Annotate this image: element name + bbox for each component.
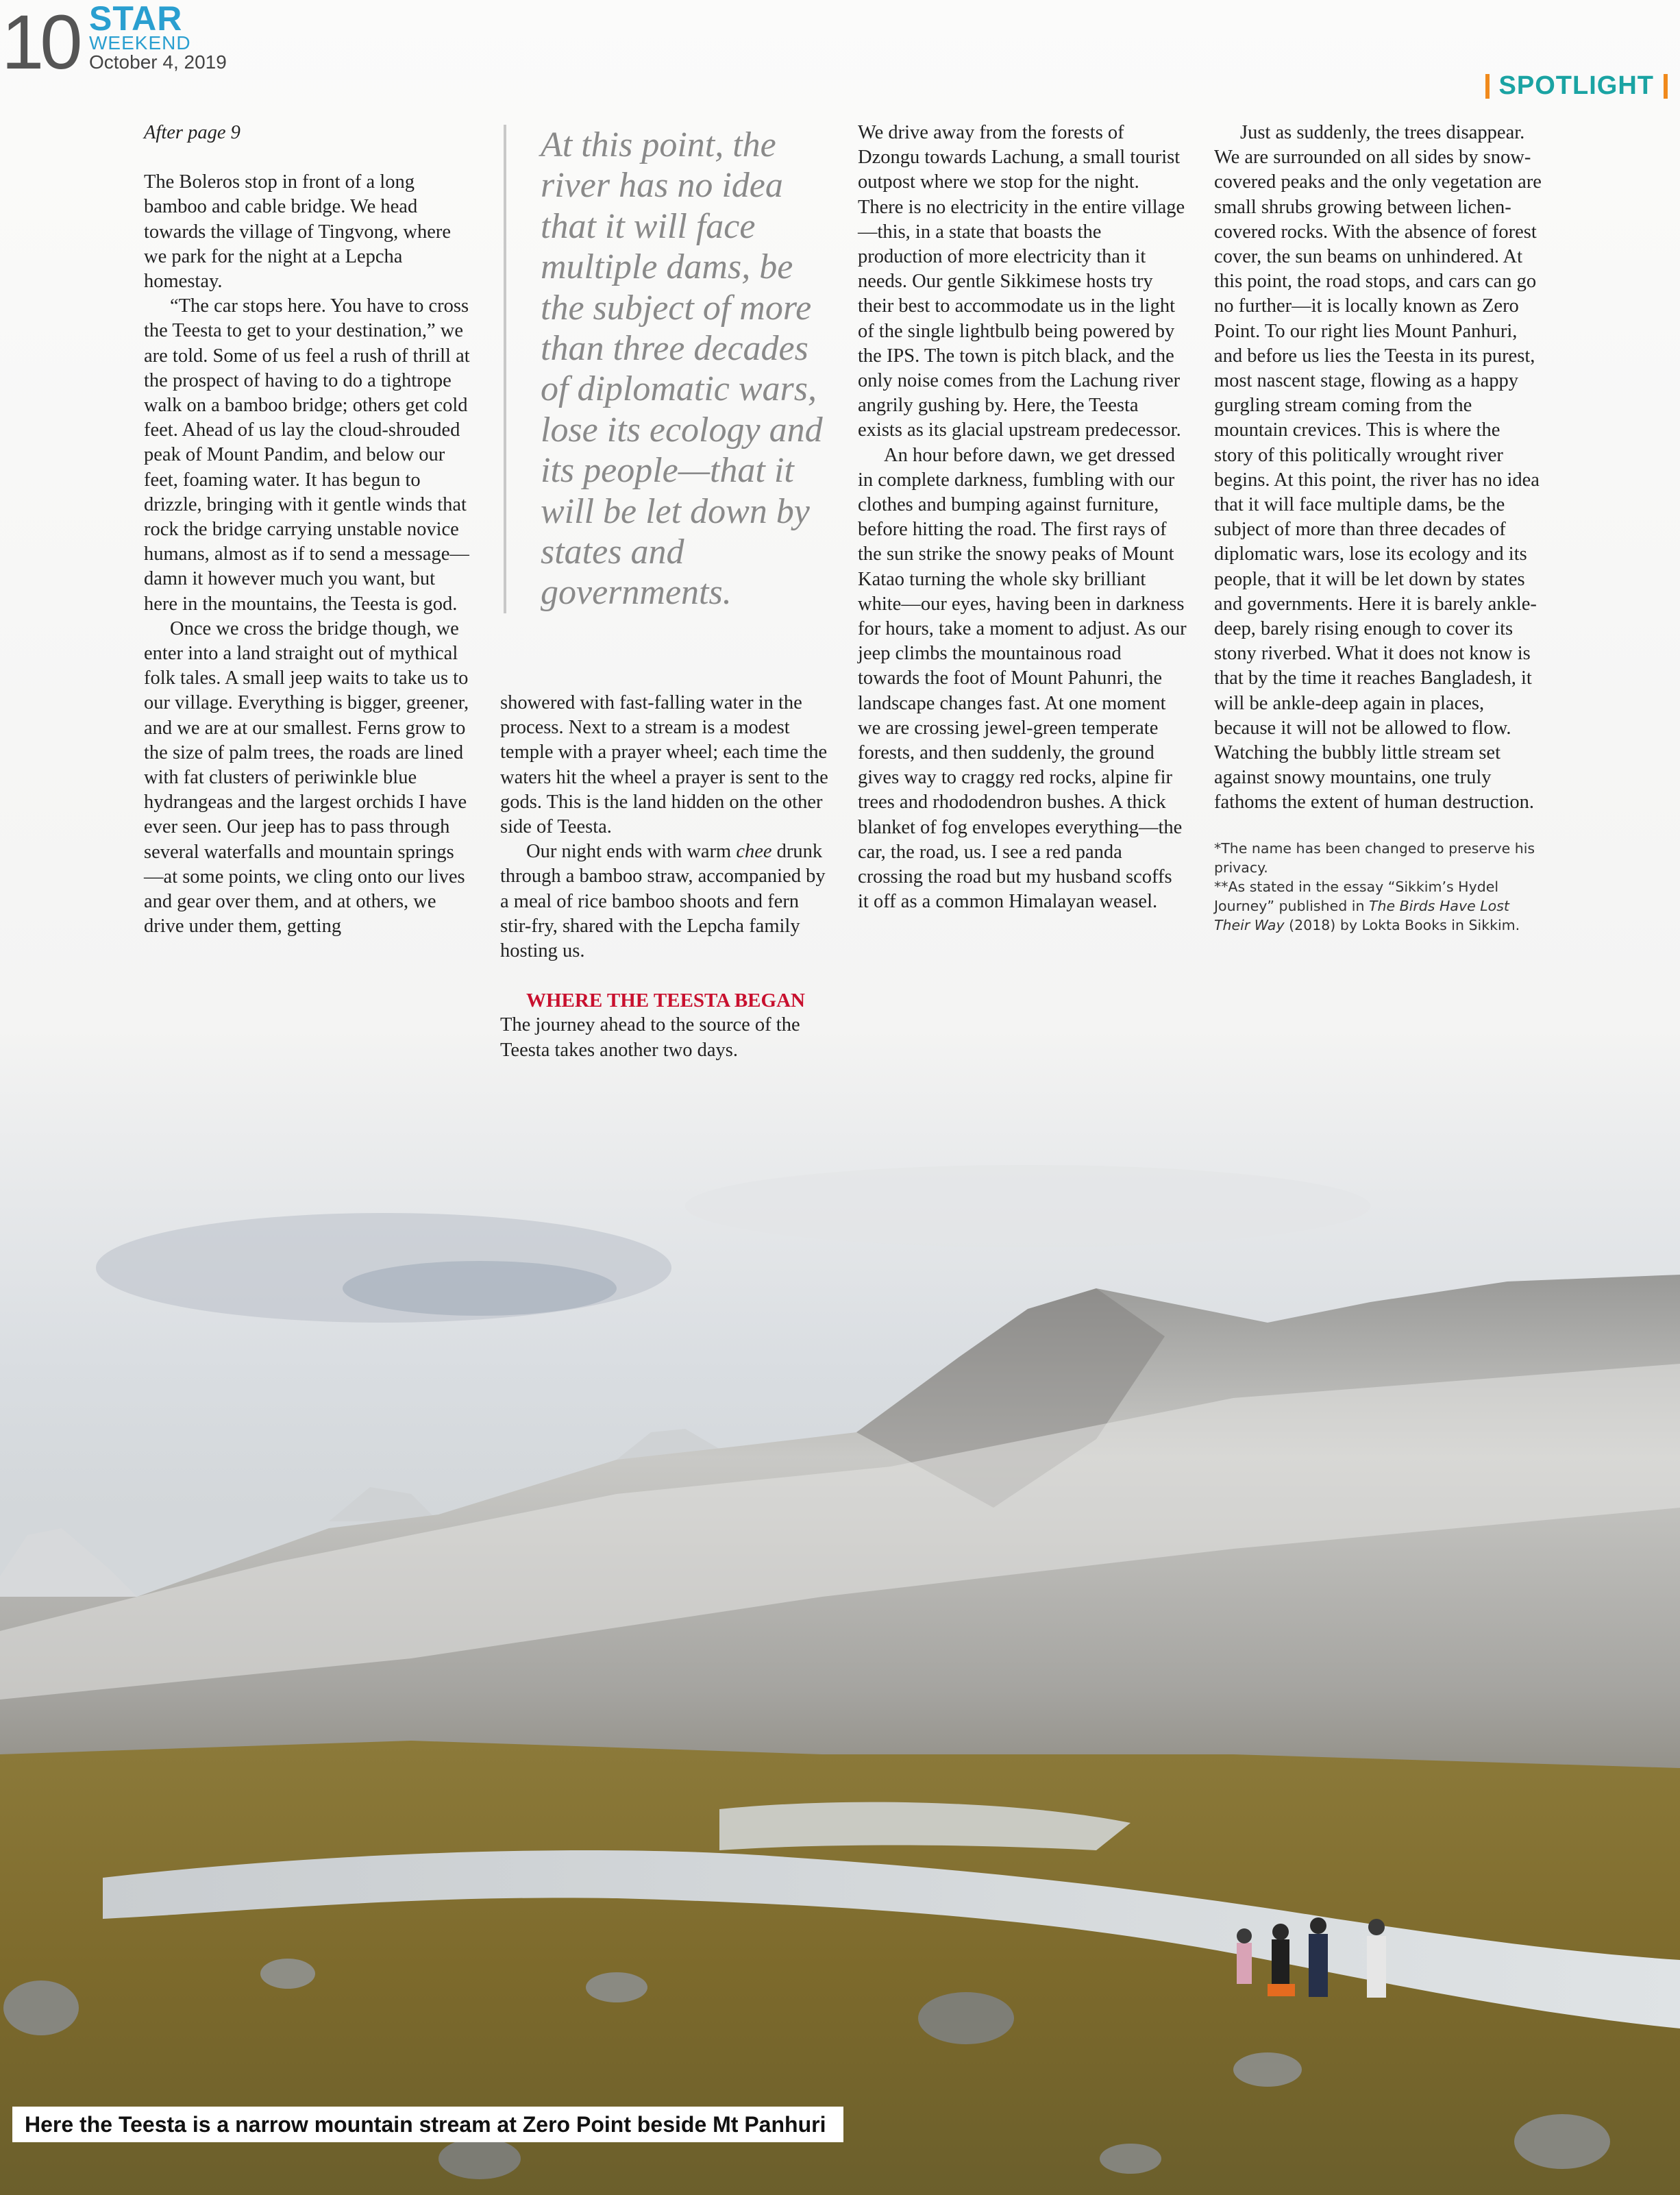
paragraph: The Boleros stop in front of a long bamboo and cable bridge. We head towards the village of Tingvong, where we park for the night at a Lepcha homestay. (144, 171, 452, 293)
page-number: 10 (1, 0, 79, 85)
pull-quote: At this point, the river has no idea that it will face multiple dams, be the subject of more than three decades of diplomatic wars, lose its ecology and its people—that it will be let down by states and governments. (504, 125, 826, 613)
article-column-2 (500, 691, 829, 1063)
paragraph: “The car stops here. You have to cross the Teesta to get to your destination,” we are told. Some of us feel a rush of thrill at the prospect of having to do a tightrope walk on a bamboo bridge; others get cold feet. Ahead of us lay the cloud-shrouded peak of Mount Pandim, and below our feet, foaming water. It has begun to drizzle, bringing with it gentle winds that rock the bridge carrying unstable novice humans, almost as if to send a message—damn it however much you want, but here in the mountains, the Teesta is god. (144, 295, 470, 615)
footnote: *The name has been changed to preserve his privacy. (1214, 839, 1535, 876)
section-bar-right (1664, 74, 1668, 99)
cloud (685, 1165, 1370, 1247)
rock (586, 1972, 647, 2002)
paragraph: We drive away from the forests of Dzongu towards Lachung, a small tourist outpost where we stop for the night. There is no electricity in the entire village—this, in a state that boasts the production of more electricity than it needs. Our gentle Sikkimese hosts try their best to accommodate us in the light of the single lightbulb being powered by the IPS. The town is pitch black, and the only noise comes from the Lachung river angrily gushing by. Here, the Teesta exists as its glacial upstream predecessor. (858, 122, 1185, 441)
section-label (1485, 71, 1668, 101)
issue-date: October 4, 2019 (89, 51, 227, 73)
paragraph: Once we cross the bridge though, we enter into a land straight out of mythical folk tales. A small jeep waits to take us to our village. Everything is bigger, greener, and we are at our smallest. Ferns grow to the size of palm trees, the roads are lined with fat clusters of periwinkle blue hydrangeas and the largest orchids I have ever seen. Our jeep has to pass through several waterfalls and mountain springs—at some points, we cling onto our lives and gear over them, and at others, we drive under them, getting (144, 617, 469, 937)
rock (3, 1981, 79, 2035)
subhead: WHERE THE TEESTA BEGAN (526, 990, 805, 1012)
rock (1233, 2052, 1302, 2087)
publication-name: STAR (89, 0, 183, 38)
distant-peak (329, 1487, 438, 1521)
rock (1514, 2114, 1610, 2169)
photo-caption: Here the Teesta is a narrow mountain stream at Zero Point beside Mt Panhuri (12, 2107, 843, 2142)
paragraph: Just as suddenly, the trees disappear. We are surrounded on all sides by snow-covered peaks and the only vegetation are small shrubs growing between lichen-covered rocks. With the absence of forest cover, the sun beams on unhindered. At this point, the road stops, and cars can go no further—it is locally known as Zero Point. To our right lies Mount Panhuri, and before us lies the Teesta in its purest, most nascent stage, flowing as a happy gurgling stream coming from the mountain crevices. This is where the story of this politically wrought river begins. At this point, the river has no idea that it will face multiple dams, be the subject of more than three decades of diplomatic wars, lose its ecology and its people, that it will be let down by states and governments. Here it is barely ankle-deep, barely rising enough to cover its stony riverbed. What it does not know is that by the time it reaches Bangladesh, it will be ankle-deep again in places, because it will not be allowed to flow. Watching the bubbly little stream set against snowy mountains, one truly fathoms the extent of human destruction. (1214, 122, 1542, 813)
rock (438, 2138, 521, 2179)
cloud (343, 1261, 617, 1316)
section-bar-left (1485, 74, 1490, 99)
publication-sub: WEEKEND (89, 32, 191, 53)
continued-from: After page 9 (144, 122, 240, 143)
footnotes (1214, 839, 1543, 935)
rock (260, 1959, 315, 1989)
masthead (89, 0, 227, 73)
paragraph: An hour before dawn, we get dressed in complete darkness, fumbling with our clothes and bumping against furniture, before hitting the road. The first rays of the sun strike the snowy peaks of Mount Katao turning the whole sky brilliant white—our eyes, having been in darkness for hours, take a moment to adjust. As our jeep climbs the mountainous road towards the foot of Mount Pahunri, the landscape changes fast. At one moment we are crossing jewel-green temperate forests, and then suddenly, the ground gives way to craggy red rocks, alpine fir trees and rhododendron bushes. A thick blanket of fog envelopes everything—the car, the road, us. I see a red panda crossing the road but my husband scoffs it off as a common Himalayan weasel. (858, 444, 1187, 913)
article-column-1 (144, 121, 473, 940)
paragraph: The journey ahead to the source of the Teesta takes another two days. (500, 1014, 800, 1061)
article-column-3 (858, 121, 1187, 915)
footnote: **As stated in the essay “Sikkim’s Hydel Journey” published in The Birds Have Lost Their Way (2018) by Lokta Books in Sikkim. (1214, 878, 1520, 933)
article-column-4 (1214, 121, 1543, 935)
rock (1100, 2144, 1161, 2174)
section-name: SPOTLIGHT (1498, 71, 1654, 100)
paragraph: showered with fast-falling water in the process. Next to a stream is a modest temple with a prayer wheel; each time the waters hit the wheel a prayer is sent to the gods. This is the land hidden on the other side of Teesta. (500, 692, 828, 838)
rock (918, 1992, 1014, 2044)
paragraph: Our night ends with warm chee drunk through a bamboo straw, accompanied by a meal of rice bamboo shoots and fern stir-fry, shared with the Lepcha family hosting us. (500, 841, 826, 962)
